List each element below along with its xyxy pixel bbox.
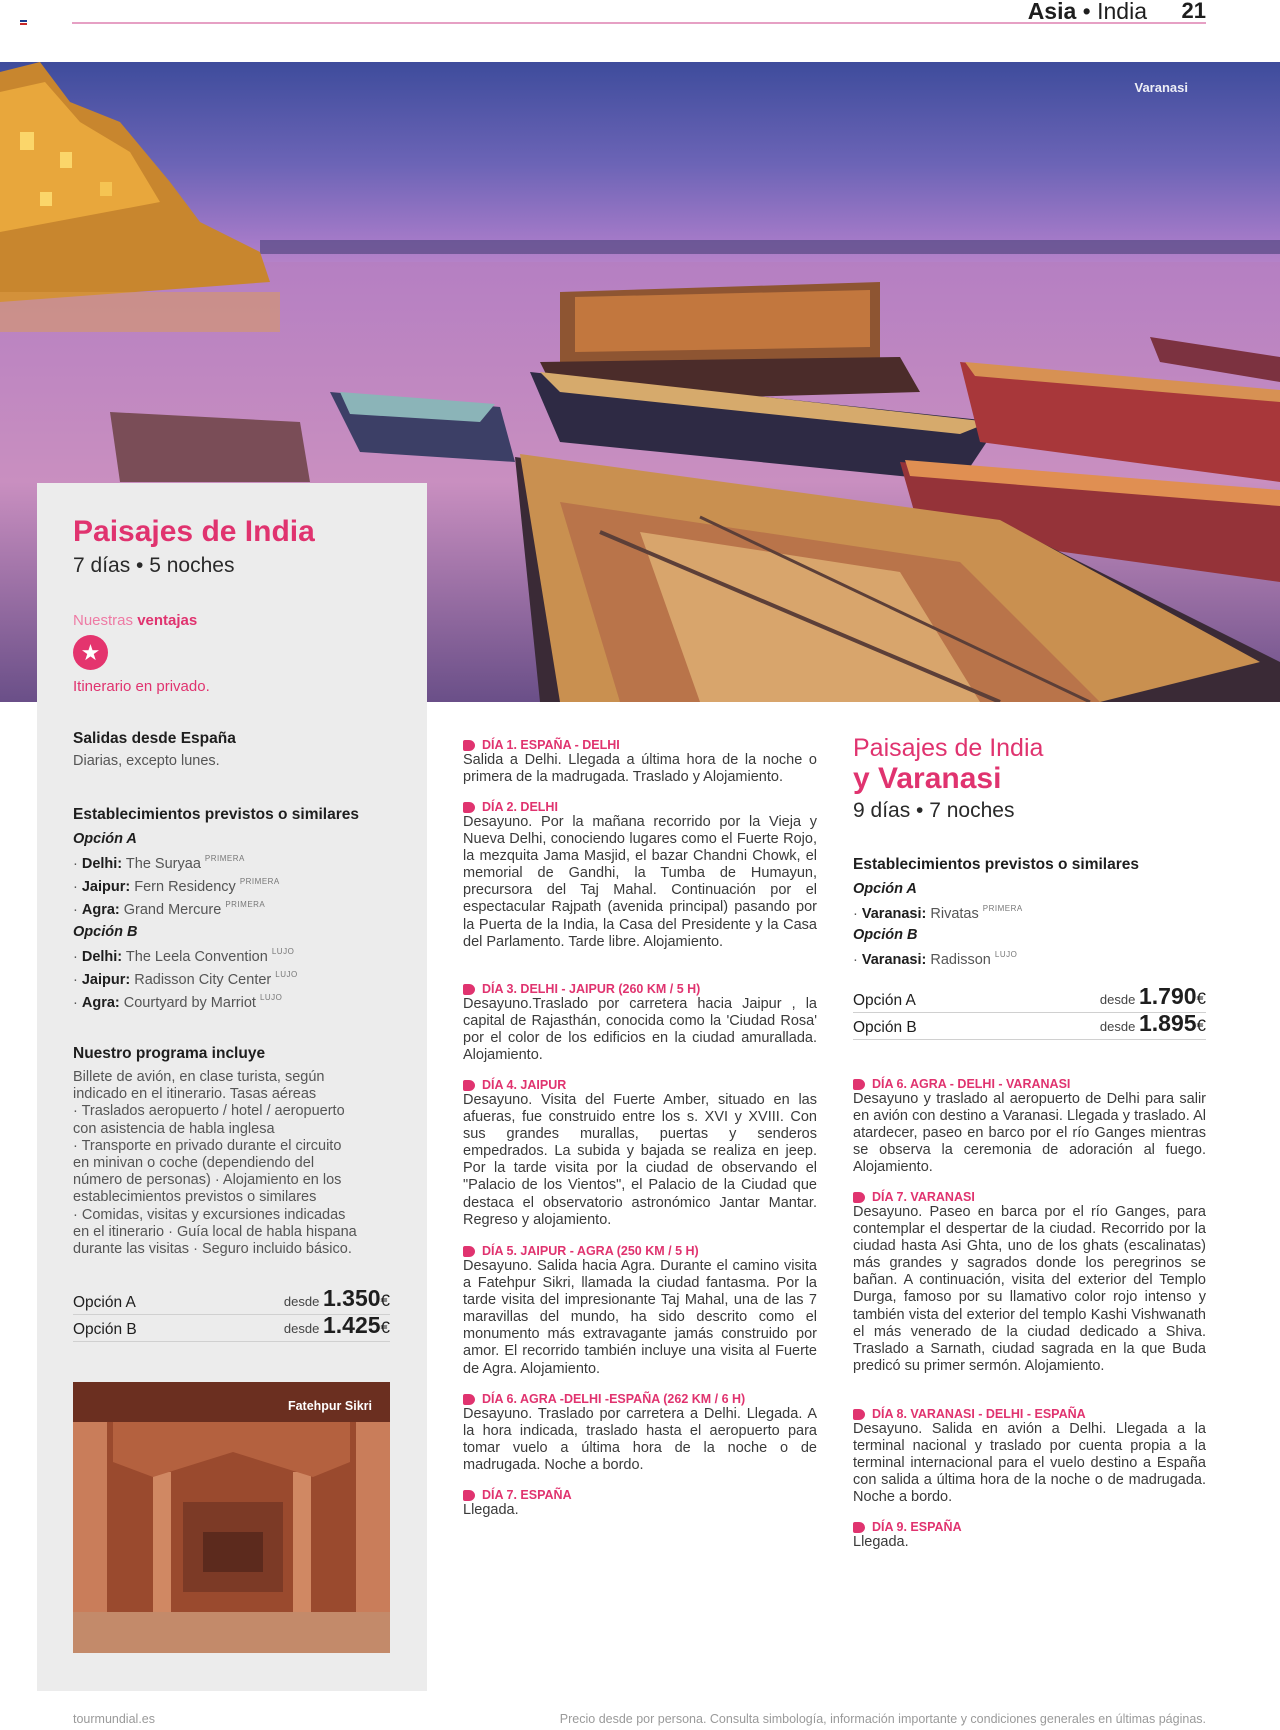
day-block: DÍA 4. JAIPUR Desayuno. Visita del Fuerte Amber, situado en las afueras, fue construido entre los s. XVI y XVIII. Con sus grandes murallas, puertas y senderos empedrados. La subida y bajada se realiza en jeep. Por la tarde visita por la ciudad de observando el "Palacio de los Vientos", el Palacio de la Ciudad que destaca el observatorio astronómico Jantar Mantar. Regreso y alojamiento.	[463, 1078, 817, 1228]
price-row-option-a: Opción A desde 1.790€	[853, 987, 1206, 1013]
extension-title: Paisajes de India	[853, 734, 1044, 762]
includes-heading: Nuestro programa incluye	[73, 1045, 266, 1062]
hotel-item: · Agra: Grand Mercure $^{PRIMERA}$	[73, 900, 266, 918]
includes-text: Billete de avión, en clase turista, según indicado en el itinerario. Tasas aéreas · Traslados aeropuerto / hotel / aeropuerto con asistencia de habla inglesa · Transporte en privado durante el circuito en minivan o coche (dependiendo del número de personas) · Alojamiento en los establecimientos previstos o similares · Comidas, visitas y excursiones indicadas en el itinerario · Guía local de habla hispana durante las visitas · Seguro incluido básico.	[73, 1069, 357, 1258]
photo-caption: Fatehpur Sikri	[287, 1399, 372, 1413]
tag-icon	[463, 1246, 475, 1257]
day-block: DÍA 6. AGRA -DELHI -ESPAÑA (262 KM / 6 H) Desayuno. Traslado por carretera a Delhi. Llegada. A la hora indicada, traslado hasta el aeropuerto para tomar vuelo a última hora de la noche o de madrugada. Noche a bordo.	[463, 1392, 817, 1474]
tag-icon	[463, 802, 475, 813]
option-b-label: Opción B	[853, 927, 918, 943]
option-a-label: Opción A	[853, 881, 917, 897]
departures-heading: Salidas desde España	[73, 730, 236, 747]
hotel-item: · Jaipur: Fern Residency $^{PRIMERA}$	[73, 877, 280, 895]
hotel-item: · Jaipur: Radisson City Center $^{LUJO}$	[73, 970, 298, 988]
hotel-item: · Varanasi: Rivatas $^{PRIMERA}$	[853, 904, 1023, 922]
day-block: DÍA 6. AGRA - DELHI - VARANASI Desayuno y traslado al aeropuerto de Delhi para salir en avión con destino a Varanasi. Llegada y traslado. Al atardecer, paseo en barco por el río Ganges mientras se observa la ceremonia de adoración al fuego. Alojamiento.	[853, 1077, 1206, 1176]
option-b-label: Opción B	[73, 924, 138, 940]
photo-fatehpur-sikri	[73, 1382, 390, 1653]
website-link[interactable]: tourmundial.es	[73, 1712, 155, 1726]
tag-icon	[463, 740, 475, 751]
tag-icon	[463, 984, 475, 995]
advantages-label: Nuestras ventajas	[73, 612, 198, 629]
day-block: DÍA 7. ESPAÑA Llegada.	[463, 1488, 572, 1518]
hotel-item: · Delhi: The Suryaa $^{PRIMERA}$	[73, 854, 245, 872]
extension-duration: 9 días • 7 noches	[853, 799, 1015, 822]
hotel-item: · Varanasi: Radisson $^{LUJO}$	[853, 950, 1018, 968]
price-row-option-b: Opción B desde 1.895€	[853, 1014, 1206, 1040]
hotel-item: · Agra: Courtyard by Marriot $^{LUJO}$	[73, 993, 283, 1011]
advantage-text: Itinerario en privado.	[73, 678, 210, 695]
tour-duration: 7 días • 5 noches	[73, 554, 235, 577]
tour-title: Paisajes de India	[73, 515, 315, 548]
footer-note: Precio desde por persona. Consulta simbología, información importante y condiciones generales en últimas páginas.	[559, 1712, 1206, 1726]
day-block: DÍA 7. VARANASI Desayuno. Paseo en barca por el río Ganges, para contemplar el despertar de la ciudad. Recorrido por la ciudad hasta Asi Ghta, uno de los ghats (escalinatas) más grandes y sagrados donde los peregrinos se bañan. A continuación, visita del exterior del Templo Durga, famoso por su llamativo color rojo intenso y también vista del exterior del templo Kashi Vishwanath el más venerado de la ciudad dedicado a Shiva. Traslado a Sarnath, ciudad sagrada en la que Buda predicó su primer sermón. Alojamiento.	[853, 1190, 1206, 1374]
star-icon: ★	[73, 635, 108, 670]
flag-icon	[20, 20, 27, 28]
day-block: DÍA 5. JAIPUR - AGRA (250 KM / 5 H) Desayuno. Salida hacia Agra. Durante el camino visita a Fatehpur Sikri, llamada la ciudad fantasma. Por la tarde visita del impresionante Taj Mahal, una de las 7 maravillas del mundo, ha sido descrito como el monumento más extravagante jamás construido por amor. El recorrido también incluye una visita al Fuerte de Agra. Alojamiento.	[463, 1244, 817, 1377]
tag-icon	[463, 1080, 475, 1091]
tag-icon	[463, 1394, 475, 1405]
day-block: DÍA 2. DELHI Desayuno. Por la mañana recorrido por la Vieja y Nueva Delhi, conociendo lugares como el Fuerte Rojo, la mezquita Jama Masjid, el bazar Chandni Chowk, el memorial de Gandhi, la Tumba de Humayun, precursora del Taj Mahal. Continuación por el espectacular Rajpath (avenida principal) pasando por la Puerta de la India, la Casa del Presidente y la Casa del Parlamento. Tarde libre. Alojamiento.	[463, 800, 817, 950]
hero-caption: Varanasi	[1134, 80, 1188, 95]
day-block: DÍA 3. DELHI - JAIPUR (260 KM / 5 H) Desayuno.Traslado por carretera hacia Jaipur , la capital de Rajasthán, conocida como la 'Ciudad Rosa' por el color de los edificios en la ciudad amurallada. Alojamiento.	[463, 982, 817, 1064]
day-block: DÍA 9. ESPAÑA Llegada.	[853, 1520, 962, 1550]
departures-text: Diarias, excepto lunes.	[73, 753, 220, 769]
day-block: DÍA 1. ESPAÑA - DELHI Salida a Delhi. Llegada a última hora de la noche o primera de la madrugada. Traslado y Alojamiento.	[463, 738, 817, 786]
tag-icon	[853, 1192, 865, 1203]
day-block: DÍA 8. VARANASI - DELHI - ESPAÑA Desayuno. Salida en avión a Delhi. Llegada a la terminal nacional y traslado por cuenta propia a la terminal internacional para el vuelo destino a España con salida a última hora de la noche o de madrugada. Noche a bordo.	[853, 1407, 1206, 1506]
hotels-heading: Establecimientos previstos o similares	[73, 806, 360, 823]
tag-icon	[853, 1522, 865, 1533]
section-title: Asia • India	[1027, 0, 1147, 24]
hotels-heading: Establecimientos previstos o similares	[853, 856, 1140, 873]
option-a-label: Opción A	[73, 831, 137, 847]
extension-title-bold: y Varanasi	[853, 762, 1002, 795]
tag-icon	[853, 1079, 865, 1090]
hotel-item: · Delhi: The Leela Convention $^{LUJO}$	[73, 947, 295, 965]
price-row-option-b: Opción B desde 1.425€	[73, 1316, 390, 1342]
page-number: 21	[1181, 0, 1206, 23]
price-row-option-a: Opción A desde 1.350€	[73, 1289, 390, 1315]
tag-icon	[463, 1490, 475, 1501]
tag-icon	[853, 1409, 865, 1420]
